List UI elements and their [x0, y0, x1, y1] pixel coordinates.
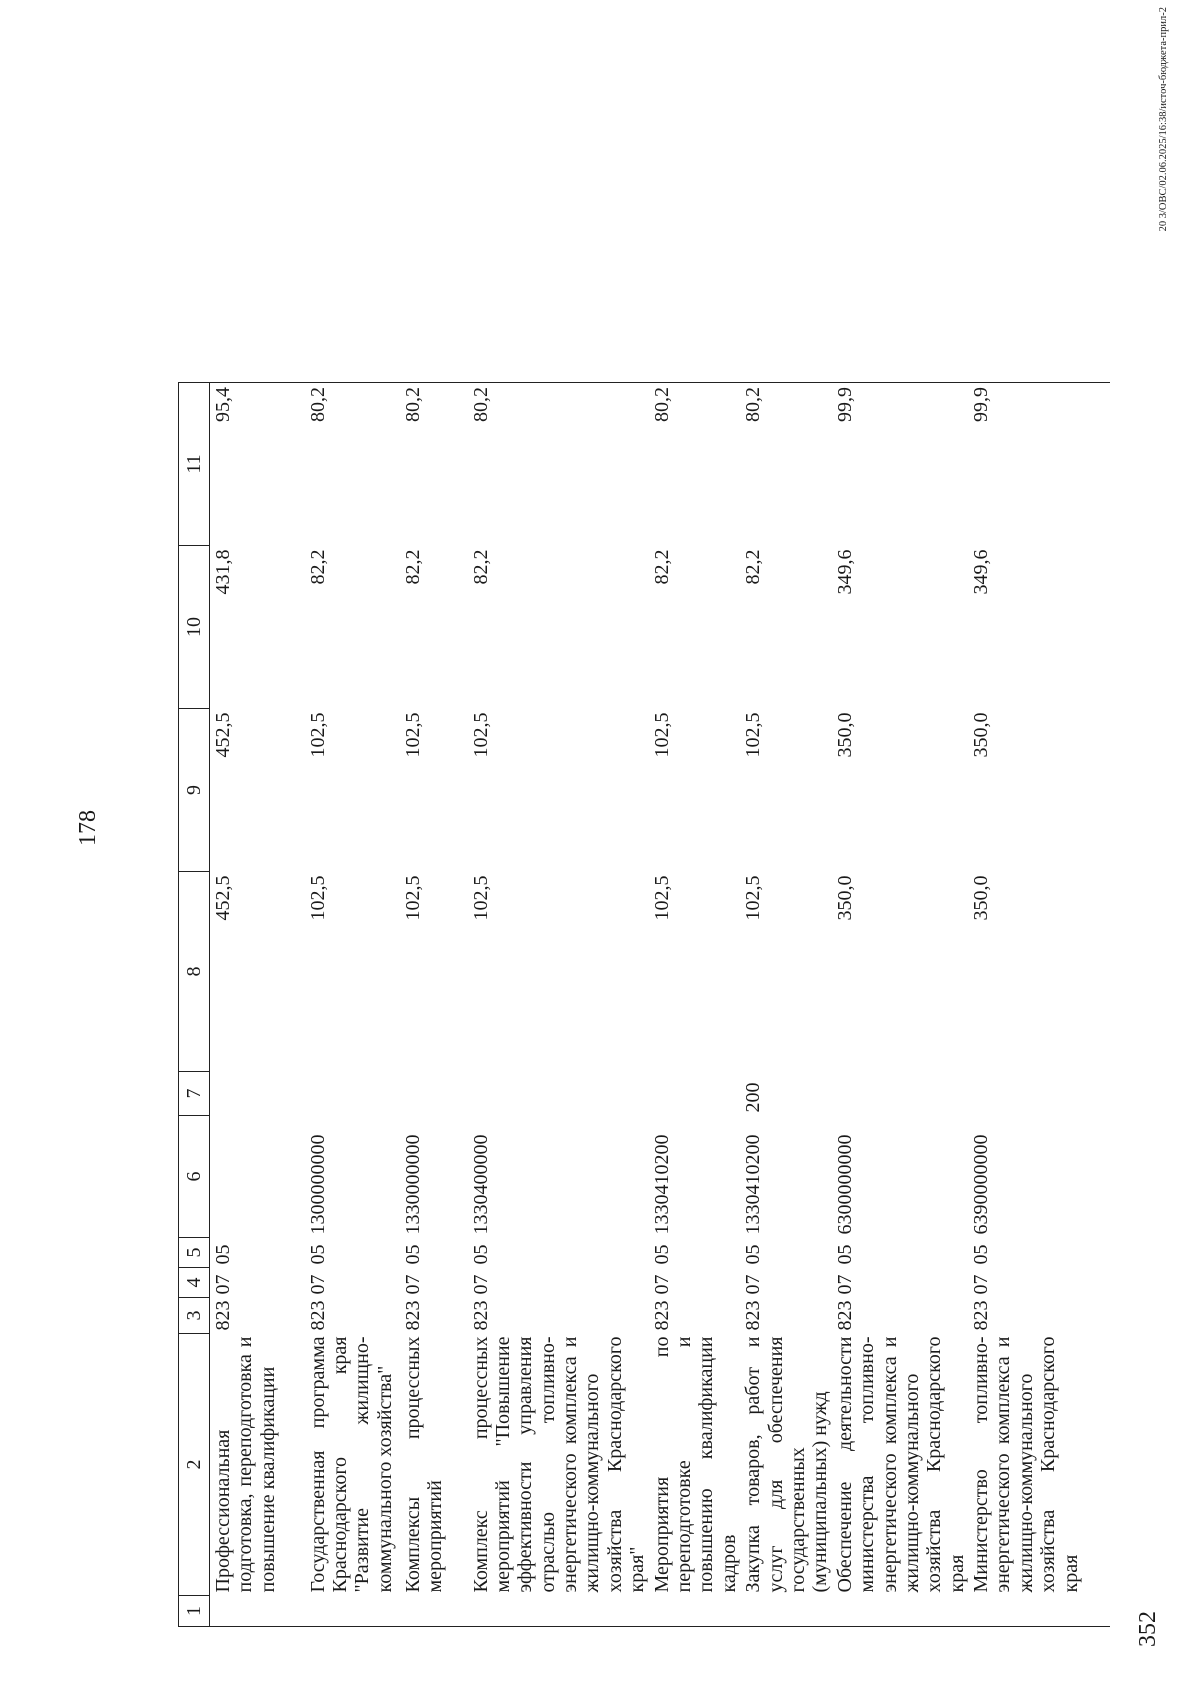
page-number: 178	[75, 810, 101, 846]
cell-col-1	[305, 1596, 400, 1627]
cell-col-1	[740, 1596, 832, 1627]
cell-col-8: 452,5	[212, 875, 234, 921]
col-header-3: 3	[179, 1298, 210, 1334]
cell-col-1	[832, 1596, 968, 1627]
cell-col-2: Комплекс процессных мероприятий "Повышение эффективности управления отраслью топливно-энергетического комплекса и жилищно-коммунального хозяйства Краснодарского края"	[469, 1336, 649, 1593]
cell-col-1	[649, 1596, 741, 1627]
cell-col-7	[649, 1072, 741, 1116]
cell-col-9: 452,5	[212, 712, 234, 758]
cell-col-11: 99,9	[968, 383, 1110, 546]
cell-col-8: 102,5	[742, 875, 765, 921]
cell-col-7	[832, 1072, 968, 1116]
cell-col-10: 349,6	[833, 549, 856, 595]
table-row	[305, 383, 400, 1627]
cell-col-8: 102,5	[650, 875, 673, 921]
col-header-2: 2	[179, 1334, 210, 1596]
table-body	[210, 383, 1111, 1627]
col-header-7: 7	[179, 1072, 210, 1116]
table-row	[400, 383, 468, 1627]
cell-col-10: 82,2	[742, 549, 765, 585]
sheet-number: 352	[1135, 1611, 1161, 1647]
cell-col-3: 823	[306, 1300, 329, 1331]
table-row	[210, 383, 305, 1627]
cell-col-4: 07	[650, 1274, 673, 1295]
cell-col-4: 07	[742, 1274, 765, 1295]
cell-col-2: Обеспечение деятельности министерства топливно-энергетического комплекса и жилищно-коммунального хозяйства Краснодарского края	[833, 1336, 968, 1593]
cell-col-9: 350,0	[970, 712, 993, 758]
cell-col-10: 82,2	[469, 549, 492, 585]
cell-col-8: 102,5	[469, 875, 492, 921]
cell-col-9: 102,5	[469, 712, 492, 758]
cell-col-10: 431,8	[212, 549, 234, 595]
cell-col-6: 6300000000	[833, 1134, 856, 1235]
cell-col-9: 102,5	[401, 712, 424, 758]
header-row	[179, 383, 210, 1627]
cell-col-7	[400, 1072, 468, 1116]
cell-col-9: 102,5	[306, 712, 329, 758]
cell-col-6: 6390000000	[970, 1134, 993, 1235]
cell-col-7	[468, 1072, 649, 1116]
cell-col-1	[968, 1596, 1110, 1627]
cell-col-4: 07	[212, 1274, 234, 1295]
cell-col-10: 349,6	[970, 549, 993, 595]
cell-col-11: 95,4	[210, 383, 305, 546]
footer-note: 20 3/ОВС/02.06.2025/16:38/источ-бюджета-прил-2	[1158, 7, 1169, 232]
cell-col-7	[210, 1072, 305, 1116]
cell-col-6: 1330400000	[469, 1134, 492, 1235]
col-header-11: 11	[179, 383, 210, 546]
cell-col-2: Министерство топливно-энергетического комплекса и жилищно-коммунального хозяйства Краснодарского края	[970, 1336, 1082, 1593]
cell-col-5: 05	[742, 1244, 765, 1265]
col-header-8: 8	[179, 872, 210, 1072]
cell-col-3: 823	[742, 1300, 765, 1331]
cell-col-11: 80,2	[740, 383, 832, 546]
cell-col-11: 80,2	[305, 383, 400, 546]
cell-col-2: Мероприятия по переподготовке и повышению квалификации кадров	[650, 1336, 740, 1593]
cell-col-1	[400, 1596, 468, 1627]
col-header-4: 4	[179, 1268, 210, 1298]
col-header-5: 5	[179, 1238, 210, 1268]
cell-col-9: 102,5	[650, 712, 673, 758]
cell-col-10: 82,2	[401, 549, 424, 585]
table-row	[968, 383, 1110, 1627]
cell-col-4: 07	[833, 1274, 856, 1295]
table-row	[468, 383, 649, 1627]
cell-col-2: Закупка товаров, работ и услуг для обеспечения государственных (муниципальных) нужд	[742, 1336, 832, 1593]
cell-col-5: 05	[401, 1244, 424, 1265]
cell-col-4: 07	[970, 1274, 993, 1295]
cell-col-4: 07	[469, 1274, 492, 1295]
table-row	[649, 383, 741, 1627]
cell-col-1	[468, 1596, 649, 1627]
col-header-9: 9	[179, 709, 210, 872]
cell-col-6	[210, 1116, 305, 1238]
cell-col-1	[210, 1596, 305, 1627]
cell-col-6: 1330410200	[650, 1134, 673, 1235]
cell-col-3: 823	[469, 1300, 492, 1331]
cell-col-2: Комплексы процессных мероприятий	[401, 1336, 446, 1593]
cell-col-7	[305, 1072, 400, 1116]
cell-col-6: 1330000000	[401, 1134, 424, 1235]
cell-col-9: 350,0	[833, 712, 856, 758]
col-header-10: 10	[179, 546, 210, 709]
cell-col-4: 07	[401, 1274, 424, 1295]
cell-col-8: 102,5	[401, 875, 424, 921]
cell-col-3: 823	[212, 1300, 234, 1331]
cell-col-5: 05	[970, 1244, 993, 1265]
cell-col-5: 05	[833, 1244, 856, 1265]
cell-col-3: 823	[401, 1300, 424, 1331]
cell-col-3: 823	[650, 1300, 673, 1331]
cell-col-5: 05	[212, 1244, 234, 1265]
cell-col-6: 1330410200	[742, 1134, 765, 1235]
cell-col-5: 05	[650, 1244, 673, 1265]
cell-col-6: 1300000000	[306, 1134, 329, 1235]
cell-col-8: 102,5	[306, 875, 329, 921]
col-header-6: 6	[179, 1116, 210, 1238]
budget-table	[178, 382, 1110, 1627]
cell-col-10: 82,2	[650, 549, 673, 585]
cell-col-7: 200	[742, 1082, 765, 1113]
table-row	[832, 383, 968, 1627]
cell-col-3: 823	[833, 1300, 856, 1331]
cell-col-2: Государственная программа Краснодарского края "Развитие жилищно-коммунального хозяйства"	[306, 1336, 396, 1593]
cell-col-3: 823	[970, 1300, 993, 1331]
cell-col-11: 99,9	[832, 383, 968, 546]
cell-col-11: 80,2	[400, 383, 468, 546]
cell-col-10: 82,2	[306, 549, 329, 585]
cell-col-7	[968, 1072, 1110, 1116]
cell-col-8: 350,0	[833, 875, 856, 921]
cell-col-5: 05	[469, 1244, 492, 1265]
cell-col-11: 80,2	[468, 383, 649, 546]
cell-col-4: 07	[306, 1274, 329, 1295]
cell-col-2: Профессиональная подготовка, переподготовка и повышение квалификации	[212, 1336, 279, 1593]
cell-col-9: 102,5	[742, 712, 765, 758]
cell-col-8: 350,0	[970, 875, 993, 921]
table-row	[740, 383, 832, 1627]
col-header-1: 1	[179, 1596, 210, 1627]
cell-col-11: 80,2	[649, 383, 741, 546]
cell-col-5: 05	[306, 1244, 329, 1265]
